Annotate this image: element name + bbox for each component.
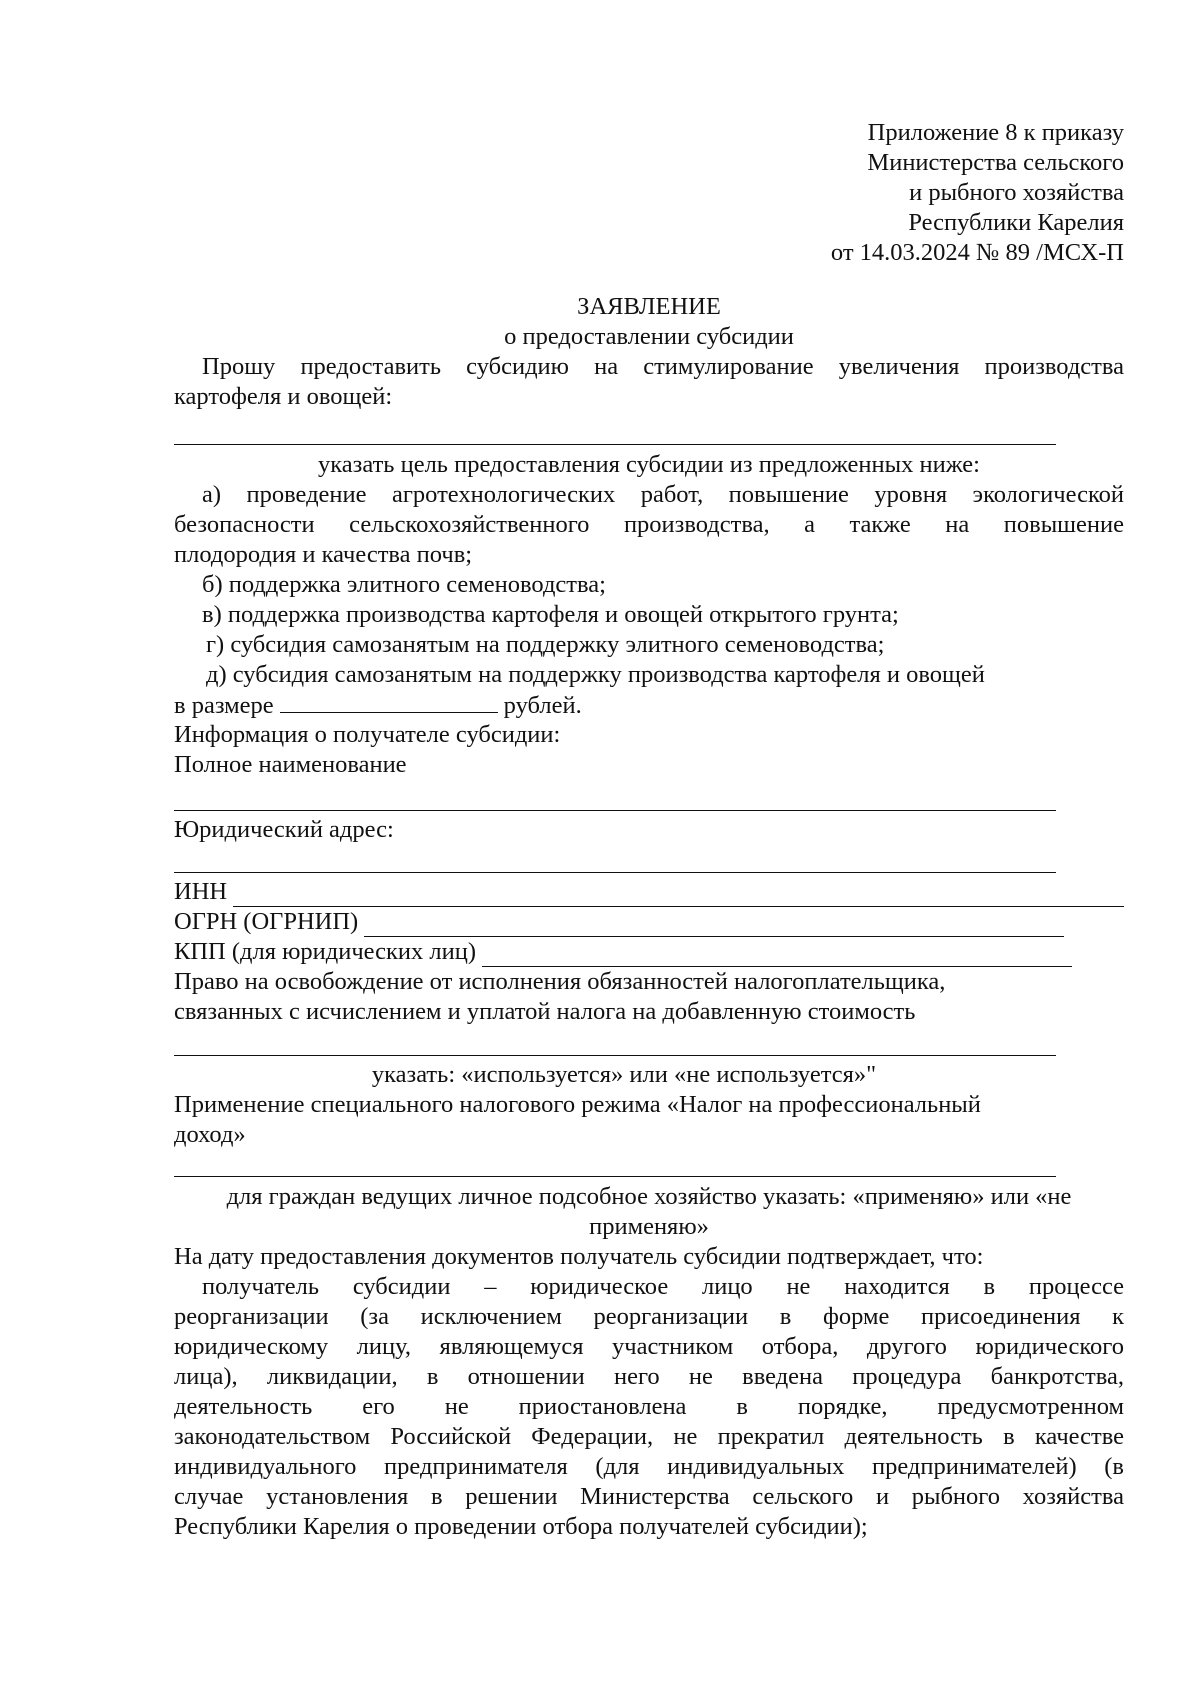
vat-line-2: связанных с исчислением и уплатой налога на добавленную стоимость xyxy=(174,998,916,1025)
purpose-a-line-3: плодородия и качества почв; xyxy=(174,541,473,568)
header-line-5: от 14.03.2024 № 89 /МСХ-П xyxy=(830,239,1124,266)
purpose-g: г) субсидия самозанятым на поддержку элитного семеноводства; xyxy=(206,631,885,658)
npd-field-line[interactable] xyxy=(174,1176,1056,1177)
vat-line-1: Право на освобождение от исполнения обязанностей налогоплательщика, xyxy=(174,968,946,995)
request-line-1: Прошу предоставить субсидию на стимулирование увеличения производства xyxy=(202,353,1124,380)
purpose-d: д) субсидия самозанятым на поддержку производства картофеля и овощей xyxy=(206,661,985,688)
npd-line-1: Применение специального налогового режима «Налог на профессиональный xyxy=(174,1091,981,1118)
full-name-label: Полное наименование xyxy=(174,751,407,778)
document-subtitle: о предоставлении субсидии xyxy=(504,323,794,350)
confirm-line-8: случае установления в решении Министерства сельского и рыбного хозяйства xyxy=(174,1483,1124,1510)
confirm-line-1: получатель субсидии – юридическое лицо не находится в процессе xyxy=(202,1273,1124,1300)
document-title: ЗАЯВЛЕНИЕ xyxy=(577,293,721,320)
header-line-1: Приложение 8 к приказу xyxy=(867,119,1124,146)
kpp-field-line[interactable] xyxy=(482,944,1072,967)
vat-hint: указать: «используется» или «не используется»" xyxy=(371,1061,877,1088)
amount-suffix: рублей. xyxy=(503,692,582,719)
npd-line-2: доход» xyxy=(174,1121,246,1148)
confirm-line-4: лица), ликвидации, в отношении него не введена процедура банкротства, xyxy=(174,1363,1124,1390)
npd-hint-line-1: для граждан ведущих личное подсобное хозяйство указать: «применяю» или «не xyxy=(226,1183,1072,1210)
header-line-3: и рыбного хозяйства xyxy=(909,179,1124,206)
inn-row xyxy=(174,877,1124,907)
purpose-v: в) поддержка производства картофеля и овощей открытого грунта; xyxy=(202,601,899,628)
kpp-label: КПП (для юридических лиц) xyxy=(174,938,477,965)
confirm-line-5: деятельность его не приостановлена в порядке, предусмотренном xyxy=(174,1393,1124,1420)
confirm-heading: На дату предоставления документов получатель субсидии подтверждает, что: xyxy=(174,1243,984,1270)
request-line-2: картофеля и овощей: xyxy=(174,383,393,410)
header-line-2: Министерства сельского xyxy=(867,149,1124,176)
confirm-line-9: Республики Карелия о проведении отбора получателей субсидии); xyxy=(174,1513,868,1540)
address-label: Юридический адрес: xyxy=(174,816,394,843)
ogrn-field-line[interactable] xyxy=(364,914,1064,937)
purpose-blank-line[interactable] xyxy=(174,444,1056,445)
ogrn-row xyxy=(174,907,1064,937)
inn-field-line[interactable] xyxy=(233,884,1124,907)
vat-field-line[interactable] xyxy=(174,1055,1056,1056)
confirm-line-2: реорганизации (за исключением реорганизации в форме присоединения к xyxy=(174,1303,1124,1330)
purpose-a-line-2: безопасности сельскохозяйственного производства, а также на повышение xyxy=(174,511,1124,538)
confirm-line-7: индивидуального предпринимателя (для индивидуальных предпринимателей) (в xyxy=(174,1453,1124,1480)
full-name-field-line[interactable] xyxy=(174,810,1056,811)
amount-row xyxy=(174,690,1124,720)
npd-hint-line-2: применяю» xyxy=(589,1213,709,1240)
recipient-heading: Информация о получателе субсидии: xyxy=(174,721,561,748)
ogrn-label: ОГРН (ОГРНИП) xyxy=(174,908,359,935)
purpose-hint: указать цель предоставления субсидии из предложенных ниже: xyxy=(318,451,980,478)
inn-label: ИНН xyxy=(174,878,228,905)
purpose-a-line-1: а) проведение агротехнологических работ, повышение уровня экологической xyxy=(202,481,1124,508)
kpp-row xyxy=(174,937,1072,967)
amount-prefix: в размере xyxy=(174,692,274,719)
confirm-line-6: законодательством Российской Федерации, не прекратил деятельность в качестве xyxy=(174,1423,1124,1450)
address-field-line[interactable] xyxy=(174,872,1056,873)
purpose-b: б) поддержка элитного семеноводства; xyxy=(202,571,606,598)
amount-input-line[interactable] xyxy=(280,690,498,713)
header-line-4: Республики Карелия xyxy=(908,209,1124,236)
confirm-line-3: юридическому лицу, являющемуся участником отбора, другого юридического xyxy=(174,1333,1124,1360)
